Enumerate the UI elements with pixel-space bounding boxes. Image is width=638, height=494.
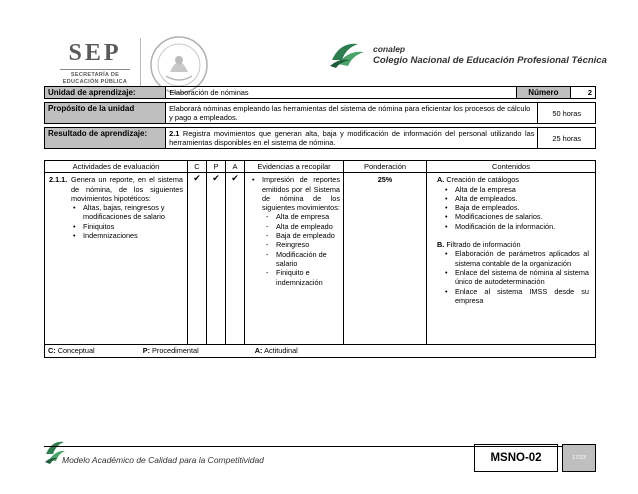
legend-p-val: Procedimental — [152, 346, 199, 356]
list-item: • Alta de empleados. — [441, 194, 589, 203]
contenidos-b-title: Filtrado de información — [446, 240, 521, 250]
activity-list — [69, 203, 183, 240]
list-item: • Indemnizaciones — [69, 231, 183, 240]
footer-page: 17/23 — [562, 444, 596, 472]
check-a-icon: ✔ — [226, 173, 245, 345]
legend-row — [45, 345, 596, 358]
actividades-table — [44, 160, 596, 358]
list-item: • Elaboración de parámetros aplicados al sistema contable de la organización — [441, 249, 589, 268]
unidad-label: Unidad de aprendizaje: — [45, 87, 166, 99]
sep-wordmark: SEP — [68, 40, 122, 66]
numero-value: 2 — [570, 87, 595, 99]
legend-a-key: A: — [254, 346, 263, 356]
list-item: - Reingreso — [262, 240, 340, 249]
resultado-horas: 25 horas — [538, 128, 596, 149]
list-item: • Alta de la empresa — [441, 185, 589, 194]
unidad-table — [44, 86, 596, 99]
header-contenidos: Contenidos — [427, 161, 596, 173]
header-a: A — [226, 161, 245, 173]
resultado-value-cell — [166, 128, 538, 149]
legend-c-val: Conceptual — [57, 346, 95, 356]
legend-a-val: Actitudinal — [264, 346, 298, 356]
contenidos-a-letter: A. — [437, 175, 445, 185]
legend-p-key: P: — [142, 346, 151, 356]
contenidos-b-letter: B. — [437, 240, 445, 250]
sep-subtitle-1: SECRETARÍA DE — [70, 72, 120, 78]
list-item: • Altas, bajas, reingresos y modificaciones de salario — [69, 203, 183, 222]
resultado-number: 2.1 — [169, 129, 180, 138]
list-item: - Alta de empresa — [262, 212, 340, 221]
list-item: • Modificación de la información. — [441, 222, 589, 231]
activity-cell — [45, 173, 188, 345]
conalep-logo-icon — [328, 38, 368, 70]
footer-code: MSNO-02 — [474, 444, 558, 472]
evidencias-list — [248, 175, 340, 212]
legend-c-key: C: — [48, 346, 56, 356]
header-c: C — [188, 161, 207, 173]
evidencias-sublist — [262, 212, 340, 286]
resultado-label: Resultado de aprendizaje: — [45, 128, 166, 149]
header-actividades: Actividades de evaluación — [45, 161, 188, 173]
numero-label: Número — [517, 87, 571, 99]
list-item: - Modificación de salario — [262, 250, 340, 269]
contenidos-a-list — [441, 185, 589, 231]
contenidos-b-list — [441, 249, 589, 305]
proposito-horas: 50 horas — [538, 103, 596, 124]
ponderacion-value: 25% — [344, 173, 427, 345]
header-ponderacion: Ponderación — [344, 161, 427, 173]
sep-subtitle-2: EDUCACIÓN PÚBLICA — [62, 79, 128, 85]
proposito-label: Propósito de la unidad — [45, 103, 166, 124]
list-item: • Enlace del sistema de nómina al sistema único de autodeterminación — [441, 268, 589, 287]
footer-modelo: Modelo Académico de Calidad para la Competitividad — [62, 455, 264, 465]
colegio-title: Colegio Nacional de Educación Profesional Técnica — [373, 55, 607, 66]
activity-text: Genera un reporte, en el sistema de nómina, de los siguientes movimientos hipotéticos: — [71, 175, 183, 203]
list-item: • Modificaciones de salarios. — [441, 212, 589, 221]
unidad-value: Elaboración de nóminas — [166, 87, 517, 99]
proposito-value: Elaborará nóminas empleando las herramientas del sistema de nómina para eficientar los procesos de cálculo y pago a empleados. — [166, 103, 538, 124]
activity-code: 2.1.1. — [49, 175, 68, 185]
contenidos-a-title: Creación de catálogos — [446, 175, 519, 185]
contenidos-cell — [427, 173, 596, 345]
list-item: • Finiquitos — [69, 222, 183, 231]
resultado-value: Registra movimientos que generan alta, baja y modificación de información del personal utilizando las herramientas disponibles en el sistema de nómina. — [169, 129, 535, 147]
evidencias-cell — [245, 173, 344, 345]
list-item: • Enlace al sistema IMSS desde su empresa — [441, 287, 589, 306]
conalep-wordmark: conalep — [373, 44, 406, 54]
evidencias-main: • Impresión de reportes emitidos por el Sistema de nómina de los siguientes movimientos: — [248, 175, 340, 212]
check-p-icon: ✔ — [207, 173, 226, 345]
sep-divider — [60, 69, 130, 70]
check-c-icon: ✔ — [188, 173, 207, 345]
proposito-table — [44, 102, 596, 124]
resultado-table — [44, 127, 596, 149]
list-item: - Finiquito e indemnización — [262, 268, 340, 287]
list-item: • Baja de empleados. — [441, 203, 589, 212]
list-item: - Baja de empleado — [262, 231, 340, 240]
list-item: - Alta de empleado — [262, 222, 340, 231]
header-evidencias: Evidencias a recopilar — [245, 161, 344, 173]
header-p: P — [207, 161, 226, 173]
